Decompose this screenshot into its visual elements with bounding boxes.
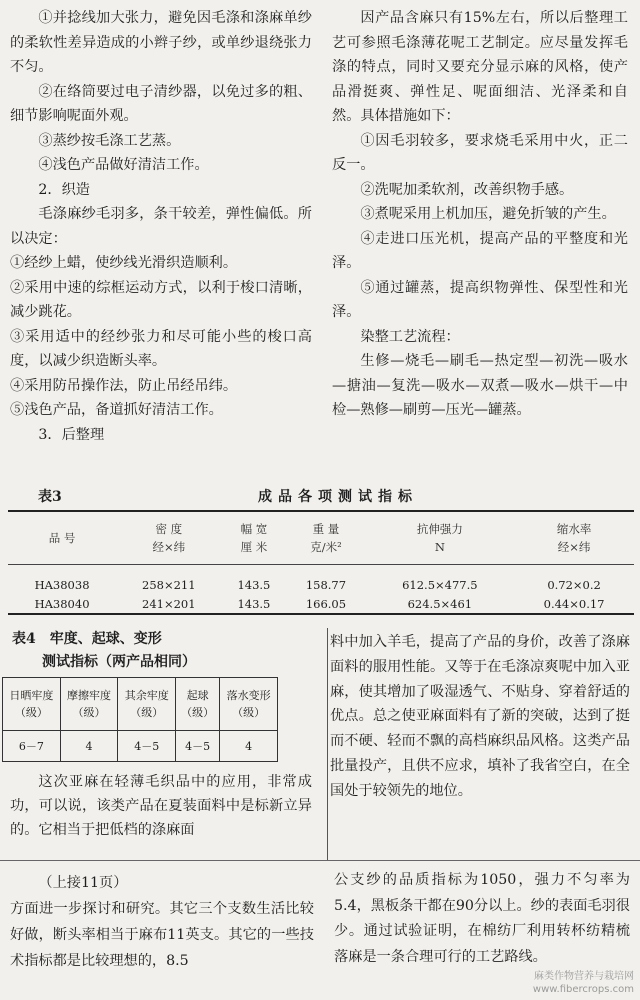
process-flow-heading: 染整工艺流程： <box>360 328 460 345</box>
table-4 <box>2 628 322 762</box>
table-cell: 158.77 <box>305 577 347 592</box>
continued-article-right <box>334 868 630 970</box>
table-cell: 4 <box>60 731 118 762</box>
process-flow: 生修—烧毛—刷毛—热定型—初洗—吸水—搪油—复洗—吸水—双煮—吸水—烘干—中检—熟修—刷剪—压光—罐蒸。 <box>332 353 628 418</box>
table-3 <box>8 480 634 615</box>
table-cell: 166.05 <box>305 596 347 611</box>
paragraph: 这次亚麻在轻薄毛织品中的应用，非常成功，可以说，该类产品在夏装面料中是标新立异的。它相当于把低档的涤麻面 <box>10 774 312 838</box>
column-header: 品 号 <box>8 511 116 565</box>
paragraph: 料中加入羊毛，提高了产品的身价，改善了涤麻面料的服用性能。又等于在毛涤凉爽呢中加入亚麻，使其增加了吸湿透气、不贴身、穿着舒适的优点。总之使亚麻面料有了新的突破，达到了挺而不硬、轻而不飘的高档麻织品风格。这类产品批量投产，且供不应求，填补了我省空白，在全国处于较领先的地位。 <box>330 634 630 799</box>
continued-article-left <box>10 870 314 974</box>
right-column-text <box>332 6 628 423</box>
column-header: 抗伸强力 N <box>366 511 515 565</box>
column-header: 其余牢度 （级） <box>118 678 176 731</box>
paragraph: 公支纱的品质指标为1050，强力不匀率为5.4，黑板条干都在90分以上。纱的表面毛羽很少。通过试验证明，在棉纺厂利用转杯纺精梳落麻是一条合理可行的工艺路线。 <box>334 872 630 965</box>
paragraph: ③采用适中的经纱张力和尽可能小些的梭口高度，以减少织造断头率。 <box>10 328 312 369</box>
section-divider <box>0 860 640 861</box>
table-cell: 4－5 <box>118 731 176 762</box>
left-column-text <box>10 6 312 447</box>
table-row <box>8 565 634 595</box>
paragraph: ①并捻线加大张力，避免因毛涤和涤麻单纱的柔软性差异造成的小辫子纱，或单纱退绕张力不匀。 <box>10 10 312 75</box>
watermark-line2: www.fibercrops.com <box>532 984 634 995</box>
table-3-caption <box>8 480 634 510</box>
column-divider <box>327 628 328 860</box>
paragraph: 毛涤麻纱毛羽多，条干较差，弹性偏低。所以决定： <box>10 206 312 247</box>
column-header: 摩擦牢度 （级） <box>60 678 118 731</box>
table-cell: HA38038 <box>34 577 90 592</box>
column-header: 日晒牢度 （级） <box>3 678 61 731</box>
paragraph: ②洗呢加柔软剂，改善织物手感。 <box>360 181 574 198</box>
paragraph: ①因毛羽较多，要求烧毛采用中火，正二反一。 <box>332 132 628 173</box>
table-cell: 0.44×0.17 <box>543 596 605 611</box>
table-3-label: 表3 <box>38 489 62 505</box>
table-cell: 612.5×477.5 <box>402 577 478 592</box>
column-header: 密 度 经×纬 <box>116 511 221 565</box>
table-cell: HA38040 <box>34 596 90 611</box>
section-heading-finishing: 3．后整理 <box>38 426 105 443</box>
table-3-title: 成品各项测试指标 <box>258 489 418 505</box>
table-row <box>3 731 278 762</box>
table-row <box>8 594 634 614</box>
table-cell: 143.5 <box>237 596 271 611</box>
paragraph: ③煮呢采用上机加压，避免折皱的产生。 <box>360 206 616 222</box>
table-cell: 4－5 <box>176 731 220 762</box>
table-cell: 6－7 <box>3 731 61 762</box>
conclusion-right <box>330 630 630 804</box>
table-cell: 624.5×461 <box>407 596 473 611</box>
watermark <box>533 970 634 996</box>
paragraph: ②采用中速的综框运动方式，以利于梭口清晰，减少跳花。 <box>10 279 312 320</box>
table-cell: 258×211 <box>142 577 196 592</box>
column-header: 起球 （级） <box>176 678 220 731</box>
table-4-grid <box>2 677 278 762</box>
column-header: 重 量 克/米² <box>286 511 365 565</box>
table-4-title-line2: 测试指标（两产品相同） <box>42 654 196 670</box>
paragraph: ⑤浅色产品，备道抓好清洁工作。 <box>10 402 223 418</box>
table-4-caption <box>2 628 322 674</box>
table-cell: 241×201 <box>142 596 196 611</box>
paragraph: 因产品含麻只有15%左右，所以后整理工艺可参照毛涤薄花呢工艺制定。应尽量发挥毛涤的特点，同时又要充分显示麻的风格，使产品滑挺爽、弹性足、呢面细洁、光泽柔和自然。具体措施如下： <box>332 10 628 124</box>
table-header-row <box>8 511 634 565</box>
column-header: 缩水率 经×纬 <box>514 511 634 565</box>
paragraph: ④采用防吊操作法，防止吊经吊纬。 <box>10 377 238 394</box>
paragraph: 方面进一步探讨和研究。其它三个支数生活比较好做，断头率相当于麻布11英支。其它的一些技术指标都是比较理想的，8.5 <box>10 901 314 969</box>
paragraph: ⑤通过罐蒸，提高织物弹性、保型性和光泽。 <box>332 279 628 320</box>
conclusion-left <box>10 770 312 842</box>
table-cell: 4 <box>220 731 278 762</box>
section-heading-weaving: 2．织造 <box>38 181 90 198</box>
paragraph: ④浅色产品做好清洁工作。 <box>38 157 209 173</box>
table-header-row <box>3 678 278 731</box>
table-cell: 143.5 <box>237 577 271 592</box>
paragraph: ②在络筒要过电子清纱器，以免过多的粗、细节影响呢面外观。 <box>10 83 312 124</box>
watermark-line1: 麻类作物营养与栽培网 <box>534 971 634 982</box>
table-cell: 0.72×0.2 <box>547 577 601 592</box>
table-4-title-line1: 表4 牢度、起球、变形 <box>12 631 162 647</box>
paragraph: ③蒸纱按毛涤工艺蒸。 <box>38 132 181 149</box>
paragraph: ④走进口压光机，提高产品的平整度和光泽。 <box>332 230 628 271</box>
column-header: 落水变形 （级） <box>220 678 278 731</box>
continued-note: （上接11页） <box>38 875 128 891</box>
paragraph: ①经纱上蜡，使纱线光滑织造顺利。 <box>10 255 238 271</box>
column-header: 幅 宽 厘 米 <box>222 511 287 565</box>
table-3-grid <box>8 510 634 615</box>
